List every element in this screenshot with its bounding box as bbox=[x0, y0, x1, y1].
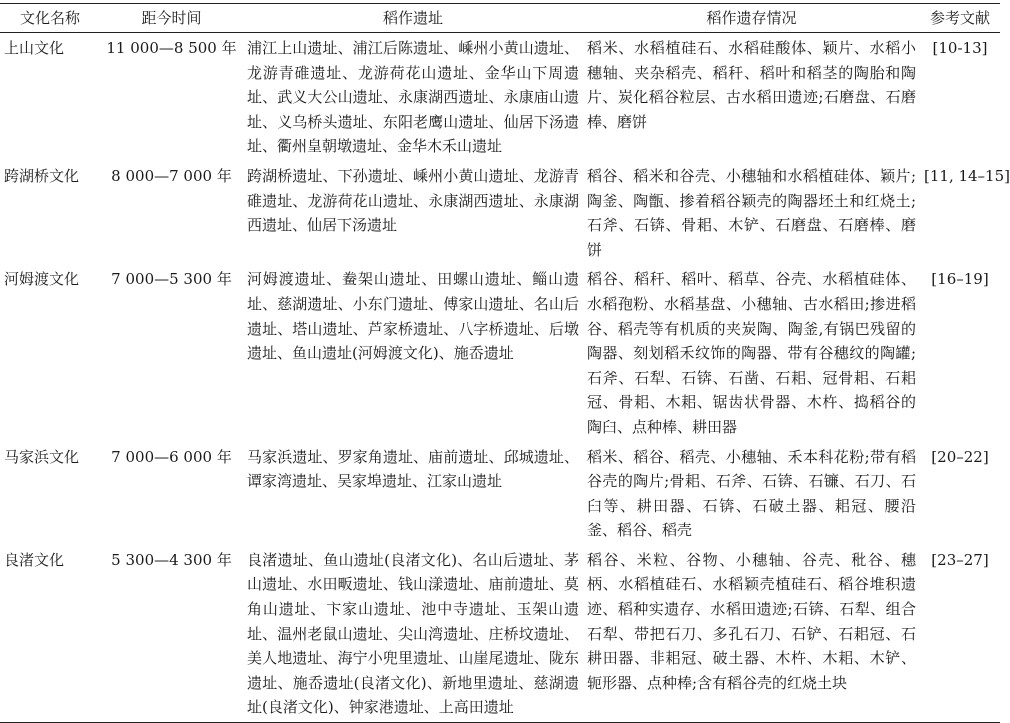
table-row bbox=[0, 264, 1000, 441]
site-list: 浦江上山遗址、浦江后陈遗址、嵊州小黄山遗址、龙游青碓遗址、龙游荷花山遗址、金华山下周遗址、武义大公山遗址、永康湖西遗址、永康庙山遗址、义乌桥头遗址、东阳老鹰山遗址、仙居下汤遗址、衢州皇朝墩遗址、金华木禾山遗址 bbox=[247, 39, 579, 156]
reference: [11, 14–15] bbox=[924, 166, 1010, 185]
culture-name: 跨湖桥文化 bbox=[4, 166, 80, 185]
header-sites: 稻作遗址 bbox=[382, 8, 443, 27]
site-list: 马家浜遗址、罗家角遗址、庙前遗址、邱城遗址、谭家湾遗址、吴家埠遗址、江家山遗址 bbox=[247, 447, 579, 491]
table-row bbox=[0, 545, 1000, 723]
header-references: 参考文献 bbox=[929, 8, 990, 27]
table-row bbox=[0, 442, 1000, 545]
time-range: 5 300—4 300 年 bbox=[111, 550, 232, 569]
time-range: 7 000—5 300 年 bbox=[111, 270, 232, 289]
header-time: 距今时间 bbox=[141, 8, 202, 27]
reference: [16–19] bbox=[931, 270, 989, 289]
site-list: 良渚遗址、鱼山遗址(良渚文化)、名山后遗址、茅山遗址、水田畈遗址、钱山漾遗址、庙前遗址、莫角山遗址、卞家山遗址、池中寺遗址、玉架山遗址、温州老鼠山遗址、尖山湾遗址、庄桥坟遗址、美人地遗址、海宁小兜里遗址、山崖尾遗址、陇东遗址、施岙遗址(良渚文化)、新地里遗址、慈湖遗址(良渚文化)、钟家港遗址、上高田遗址 bbox=[247, 550, 579, 717]
rice-culture-table bbox=[0, 3, 1010, 723]
remains-list: 稻谷、稻米和谷壳、小穗轴和水稻植硅体、颖片;陶釜、陶甑、掺着稻谷颖壳的陶器坯土和红烧土;石斧、石锛、骨耜、木铲、石磨盘、石磨棒、磨饼 bbox=[587, 166, 916, 259]
header-culture-name: 文化名称 bbox=[19, 8, 80, 27]
remains-list: 稻谷、稻秆、稻叶、稻草、谷壳、水稻植硅体、水稻孢粉、水稻基盘、小穗轴、古水稻田;掺进稻谷、稻壳等有机质的夹炭陶、陶釜,有锅巴残留的陶器、刻划稻禾纹饰的陶器、带有谷穗纹的陶罐;石斧、石犁、石锛、石凿、石耜、冠骨耜、石耜冠、骨耜、木耜、锯齿状骨器、木杵、捣稻谷的陶臼、点种棒、耕田器 bbox=[587, 270, 916, 436]
time-range: 11 000—8 500 年 bbox=[106, 39, 237, 57]
time-range: 7 000—6 000 年 bbox=[111, 447, 232, 466]
remains-list: 稻谷、米粒、谷物、小穗轴、谷壳、秕谷、穗柄、水稻植硅石、水稻颖壳植硅石、稻谷堆积遗迹、稻种实遗存、水稻田遗迹;石锛、石犁、组合石犁、带把石刀、多孔石刀、石铲、石耜冠、石耕田器、非耜冠、破土器、木杵、木耜、木铲、轭形器、点种棒;含有稻谷壳的红烧土块 bbox=[587, 550, 916, 692]
remains-list: 稻米、水稻植硅石、水稻硅酸体、颖片、水稻小穗轴、夹杂稻壳、稻秆、稻叶和稻茎的陶胎和陶片、炭化稻谷粒层、古水稻田遗迹;石磨盘、石磨棒、磨饼 bbox=[587, 39, 916, 131]
remains-list: 稻米、稻谷、稻壳、小穗轴、禾本科花粉;带有稻谷壳的陶片;骨耜、石斧、石锛、石镰、石刀、石臼等、耕田器、石锛、石破土器、耜冠、腰沿釜、稻谷、稻壳 bbox=[587, 447, 916, 540]
site-list: 河姆渡遗址、鲞架山遗址、田螺山遗址、鲻山遗址、慈湖遗址、小东门遗址、傅家山遗址、名山后遗址、塔山遗址、芦家桥遗址、八字桥遗址、后墩遗址、鱼山遗址(河姆渡文化)、施岙遗址 bbox=[247, 270, 579, 363]
reference: [20–22] bbox=[931, 447, 989, 466]
table-row bbox=[0, 161, 1000, 264]
culture-name: 河姆渡文化 bbox=[4, 270, 80, 289]
table-header-row bbox=[0, 4, 1000, 33]
header-remains: 稻作遗存情况 bbox=[706, 8, 797, 27]
culture-name: 上山文化 bbox=[4, 39, 65, 57]
culture-name: 良渚文化 bbox=[4, 550, 65, 569]
reference: [10-13] bbox=[932, 39, 988, 57]
reference: [23–27] bbox=[931, 550, 989, 569]
culture-name: 马家浜文化 bbox=[4, 447, 80, 466]
site-list: 跨湖桥遗址、下孙遗址、嵊州小黄山遗址、龙游青碓遗址、龙游荷花山遗址、永康湖西遗址、永康湖西遗址、仙居下汤遗址 bbox=[247, 166, 579, 235]
table-row bbox=[0, 33, 1000, 161]
time-range: 8 000—7 000 年 bbox=[111, 166, 232, 185]
